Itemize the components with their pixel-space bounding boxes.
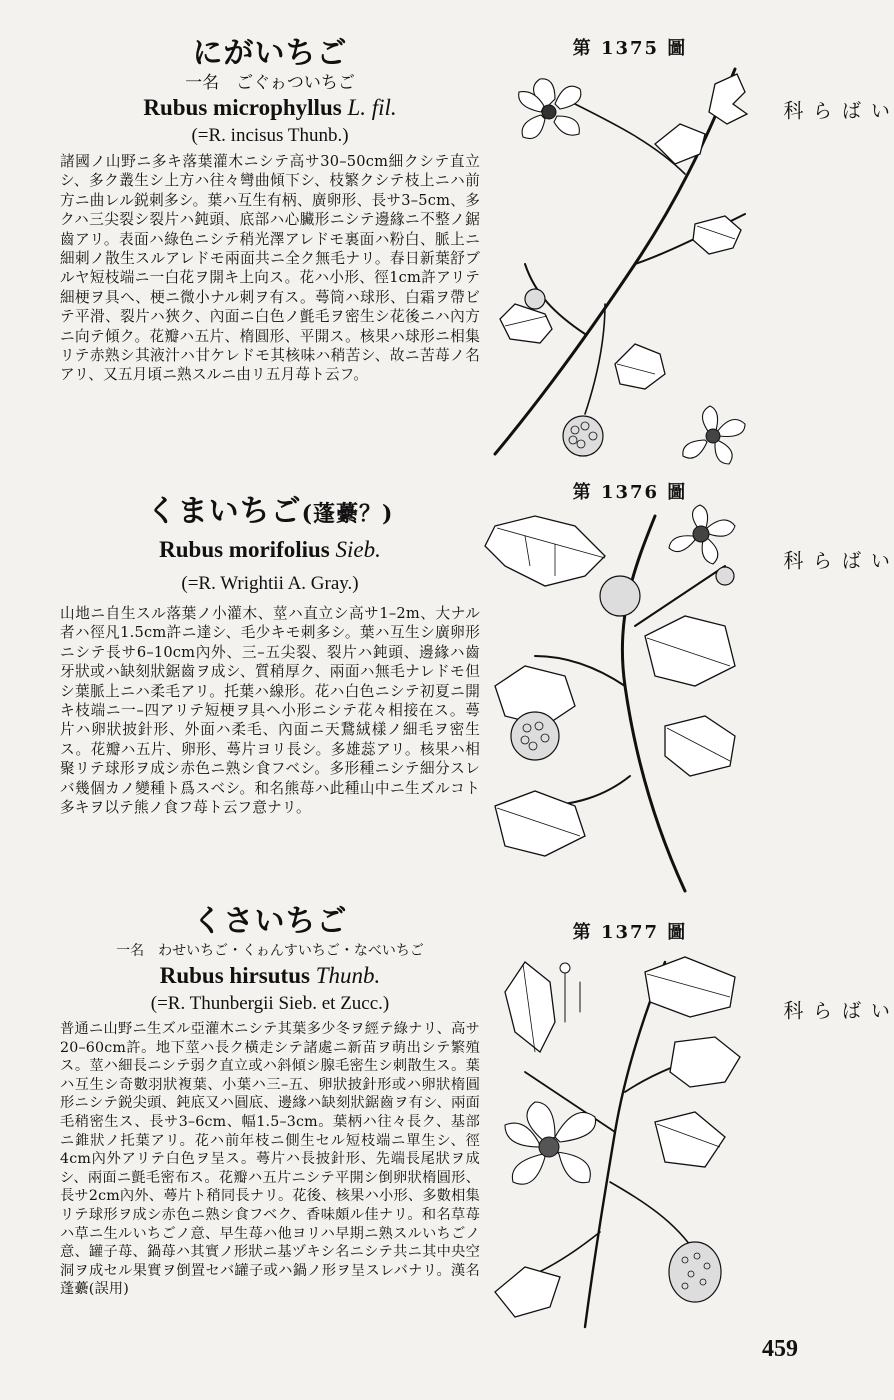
latin-binomial: Rubus morifolius [159, 537, 330, 562]
entry-title [60, 36, 480, 72]
description: 普通ニ山野ニ生ズル亞灌木ニシテ其葉多少冬ヲ經テ綠ナリ、高サ20–60cm許。地下莖ハ長ク橫走シテ諸處ニ新苗ヲ萌出シテ繁殖ス。莖ハ細長ニシテ弱ク直立或ハ斜傾シ腺毛密生シ刺散生ス。葉ハ互生シ奇數羽狀複葉、小葉ハ三–五、卵狀披針形或ハ卵狀楕圓形ニシテ鋭尖頭、鈍底又ハ圓底、邊緣ハ缺刻狀鋸齒ヲ有シ、兩面毛稍密生ス、長サ3–6cm、幅1.5–3cm。葉柄ハ往々長ク、基部ニ錐狀ノ托葉アリ。花ハ前年枝ニ側生セル短枝端ニ單生シ、徑4cm內外アリテ白色ヲ呈ス。蕚片ハ長披針形、先端長尾狀ヲ成シ、兩面ニ氈毛密布ス。花瓣ハ五片ニシテ平開シ倒卵狀楕圓形、長サ2cm內外、蕚片ト稍同長ナリ。花後、核果ハ小形、多數相集リテ球形ヲ成シ赤色ニ熟シ食フベク、香味頗ル佳ナリ。和名草苺ハ草ニ生ルいちごノ意、早生苺ハ他ヨリハ早期ニ熟スルいちごノ意、罐子苺、鍋苺ハ其實ノ形狀ニ基ヅキシ名ニシテ共ニ其中央空洞ヲ成セル果實ヲ倒置セバ罐子或ハ鍋ノ形ヲ呈スレバナリ。漢名 蓬虆(誤用) [60, 1021, 495, 1298]
flower-icon [669, 505, 735, 564]
raspberry-branch-illustration [485, 64, 765, 464]
latin-binomial: Rubus hirsutus [159, 963, 310, 988]
title-note: (蓬虆？) [301, 501, 394, 527]
flower-icon [505, 1102, 596, 1184]
entry-text-1377 [60, 904, 495, 1299]
entry-text-1375 [60, 36, 480, 385]
flower-icon [519, 79, 581, 139]
bramble-branch-illustration [485, 506, 765, 896]
strawberry-flower-illustration [485, 952, 755, 1332]
scientific-name [60, 536, 480, 564]
figure-label: 第 1375 圖 [572, 38, 688, 59]
figure-label: 第 1376 圖 [572, 482, 688, 503]
latin-author: Sieb. [335, 537, 381, 562]
scientific-name [60, 962, 480, 990]
latin-author: L. fil. [347, 95, 397, 120]
family-label: いばら科 [780, 1000, 891, 1028]
description: 山地ニ自生スル落葉ノ小灌木、莖ハ直立シ高サ1–2m、大ナル者ハ徑凡1.5cm許ニ達シ、毛少キモ刺多シ。葉ハ互生シ廣卵形ニシテ長サ6–10cm內外、三–五尖裂、裂片ハ鈍頭、邊緣ハ齒牙狀或ハ缺刻狀鋸齒ヲ成シ、質稍厚ク、兩面ハ無毛ナレドモ但シ葉脈上ニハ柔毛アリ。托葉ハ線形。花ハ白色ニシテ初夏ニ開キ枝端ニ一–四アリテ短梗ヲ具ヘ小形ニシテ花々相接在ス。蕚片ハ卵狀披針形、外面ハ柔毛、內面ニ天鵞絨樣ノ細毛ヲ密生ス。花瓣ハ五片、卵形、蕚片ヨリ長シ。多雄蕊アリ。核果ハ相聚リテ球形ヲ成シ赤色ニ熟シ食フベシ。多形種ニシテ細分スレバ幾個カノ變種ト爲スベシ。和名熊苺ハ此種山中ニ生ズルコト多キヲ以テ熊ノ食フ苺ト云フ意ナリ。 [60, 605, 480, 817]
synonym: (=R. Thunbergii Sieb. et Zucc.) [150, 993, 390, 1014]
flower-icon [683, 406, 745, 464]
entry-title [60, 494, 480, 532]
latin-binomial: Rubus microphyllus [143, 95, 342, 120]
scientific-name [60, 94, 480, 122]
alias-name: 一名 ごぐゎついちご [185, 73, 355, 93]
family-label: いばら科 [780, 100, 891, 128]
entry-title [60, 904, 480, 940]
latin-author: Thunb. [315, 963, 381, 988]
description: 諸國ノ山野ニ多キ落葉灌木ニシテ高サ30–50cm細クシテ直立シ、多ク叢生シ上方ハ往々彎曲傾下シ、枝繁クシテ枝上ニハ前方ニ曲レル鋭刺多シ。葉ハ互生有柄、廣卵形、長サ3–5cm、多クハ三尖裂シ裂片ハ鈍頭、底部ハ心臟形ニシテ邊緣ニ不整ノ鋸齒アリ。表面ハ綠色ニシテ稍光澤アレドモ裏面ハ粉白、脈上ニ細刺ノ散生スルアレドモ兩面共ニ全ク無毛ナリ。春日新葉舒ブルヤ短枝端ニ一白花ヲ開キ上向ス。花ハ小形、徑1cm許アリテ細梗ヲ具ヘ、梗ニ微小ナル刺ヲ有ス。蕚筒ハ球形、白霜ヲ帶ビテ平滑、裂片ハ狹ク、內面ニ白色ノ氈毛ヲ密生シ花後ニハ內方ニ向テ傾ク。花瓣ハ五片、楕圓形、平開ス。核果ハ球形ニ相集リテ赤熟シ其液汁ハ甘ケレドモ其核味ハ稍苦シ、故ニ苦苺ノ名アリ、又五月頃ニ熟スルニ由リ五月苺ト云フ。 [60, 153, 480, 384]
synonym: (=R. incisus Thunb.) [191, 125, 349, 146]
japanese-name: にがいちご [192, 36, 348, 71]
japanese-name: くさいちご [192, 904, 348, 939]
entry-text-1376 [60, 494, 480, 817]
alias-name: 一名 わせいちご・くゎんすいちご・なべいちご [116, 943, 424, 959]
page-number: 459 [762, 1336, 798, 1362]
synonym: (=R. Wrightii A. Gray.) [181, 573, 359, 594]
figure-label: 第 1377 圖 [572, 922, 688, 943]
japanese-name: くまいちご [146, 494, 302, 529]
family-label: いばら科 [780, 550, 891, 578]
